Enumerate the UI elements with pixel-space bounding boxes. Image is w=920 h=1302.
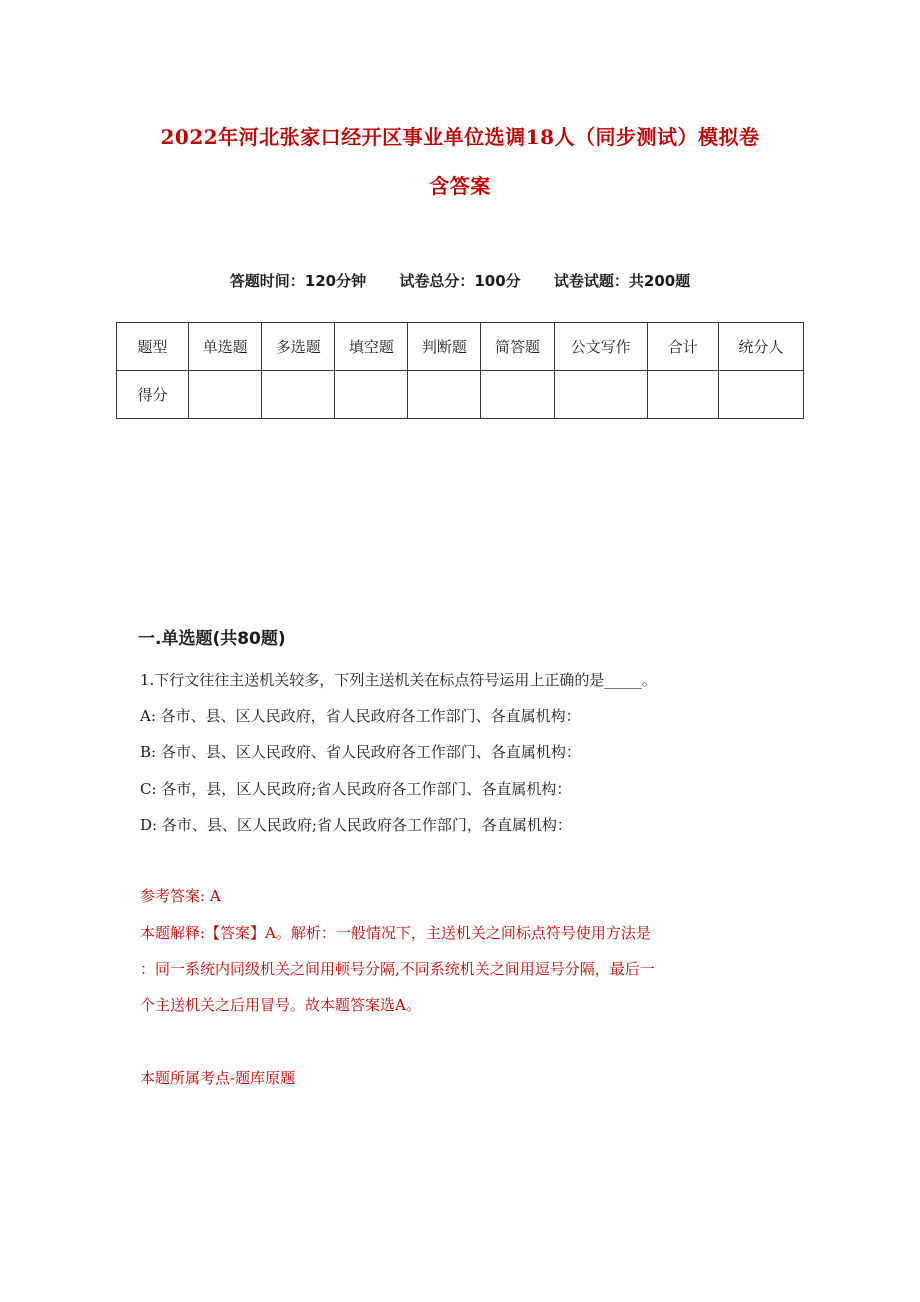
score-table-header-cell: 简答题 (481, 323, 554, 371)
score-cell-grader (718, 371, 803, 419)
score-cell-single-choice (189, 371, 262, 419)
option-d: D: 各市、县、区人民政府;省人民政府各工作部门，各直属机构： (140, 816, 572, 834)
exam-total-score: 试卷总分：100分 (399, 272, 521, 290)
explanation-line-2: ：同一系统内同级机关之间用顿号分隔,不同系统机关之间用逗号分隔，最后一 (140, 960, 655, 978)
reference-answer: 参考答案: A (140, 887, 221, 905)
exam-meta (0, 270, 920, 291)
score-table-header-cell: 单选题 (189, 323, 262, 371)
knowledge-point: 本题所属考点-题库原题 (140, 1069, 296, 1087)
exam-time: 答题时间：120分钟 (229, 272, 367, 290)
option-b: B: 各市、县、区人民政府、省人民政府各工作部门、各直属机构： (140, 743, 581, 761)
score-table-header-cell: 公文写作 (554, 323, 647, 371)
exam-total-questions: 试卷试题：共200题 (553, 272, 691, 290)
explanation-line-1: 本题解释:【答案】A。解析：一般情况下，主送机关之间标点符号使用方法是 (140, 924, 651, 942)
document-title-line2: 含答案 (429, 174, 491, 198)
question-stem: 1.下行文往往主送机关较多，下列主送机关在标点符号运用上正确的是_____。 (140, 671, 657, 689)
section-heading: 一.单选题(共80题) (138, 629, 286, 649)
score-table-header-row (117, 323, 804, 371)
score-table-header-cell: 合计 (647, 323, 718, 371)
score-table-score-row (117, 371, 804, 419)
score-table-header-cell: 多选题 (262, 323, 335, 371)
document-title-line1: 2022年河北张家口经开区事业单位选调18人（同步测试）模拟卷 (160, 125, 760, 149)
option-a: A: 各市、县、区人民政府，省人民政府各工作部门、各直属机构： (140, 707, 581, 725)
score-table-header-cell: 判断题 (408, 323, 481, 371)
score-cell-fill-blank (335, 371, 408, 419)
score-cell-short-answer (481, 371, 554, 419)
score-cell-true-false (408, 371, 481, 419)
score-table-header-cell: 填空题 (335, 323, 408, 371)
score-cell-official-writing (554, 371, 647, 419)
score-table-header-cell: 题型 (117, 323, 189, 371)
score-row-label: 得分 (117, 371, 189, 419)
option-c: C: 各市，县，区人民政府;省人民政府各工作部门、各直属机构： (140, 780, 572, 798)
score-table-header-cell: 统分人 (718, 323, 803, 371)
score-cell-total (647, 371, 718, 419)
score-cell-multiple-choice (262, 371, 335, 419)
score-table (116, 322, 804, 419)
explanation-line-3: 个主送机关之后用冒号。故本题答案选A。 (140, 996, 421, 1014)
